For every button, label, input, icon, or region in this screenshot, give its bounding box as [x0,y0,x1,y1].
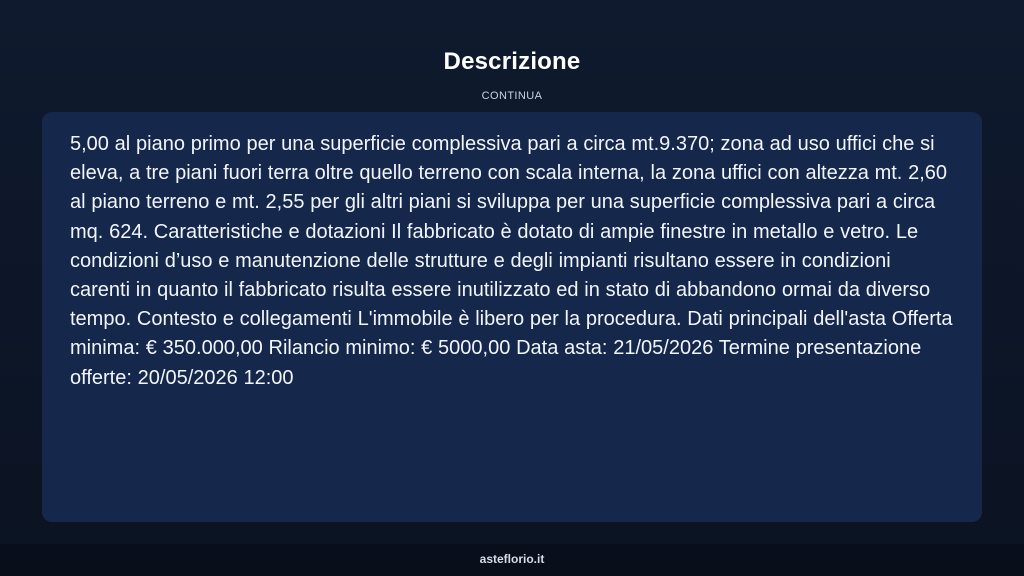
page-subtitle: CONTINUA [481,90,543,102]
page-title: Descrizione [443,48,581,75]
footer-site-label: asteflorio.it [479,552,545,566]
description-text: 5,00 al piano primo per una superficie complessiva pari a circa mt.9.370; zona ad uso uffici che si eleva, a tre piani fuori terra oltre quello terreno con scala interna, la zona uffici con altezza mt. 2,60 al piano terreno e mt. 2,55 per gli altri piani si sviluppa per una superficie complessiva pari a circa mq. 624. Caratteristiche e dotazioni Il fabbricato è dotato di ampie finestre in metallo e vetro. Le condizioni d’uso e manutenzione delle strutture e degli impianti risultano essere in condizioni carenti in quanto il fabbricato risulta essere inutilizzato ed in stato di abbandono ormai da diverso tempo. Contesto e collegamenti L'immobile è libero per la procedura. Dati principali dell'asta Offerta minima: € 350.000,00 Rilancio minimo: € 5000,00 Data asta: 21/05/2026 Termine presentazione offerte: 20/05/2026 12:00 [70,133,953,389]
description-card [42,112,982,522]
